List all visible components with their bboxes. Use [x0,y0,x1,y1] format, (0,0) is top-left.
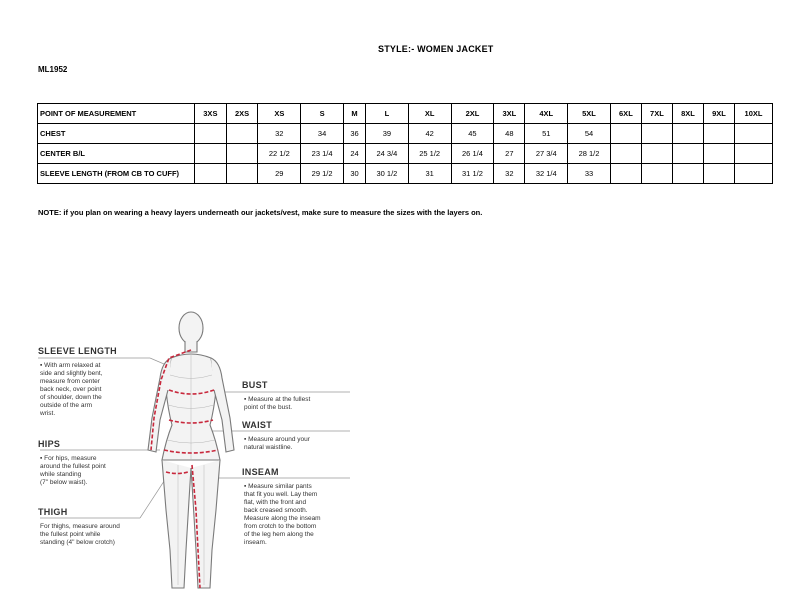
table-cell: 42 [408,124,451,144]
measurement-guide [30,300,380,600]
column-header: 2XL [451,104,494,124]
inseam-description: ▪ Measure similar pants that fit you well. Lay them flat, with the front and back creased smooth. Measure along the inseam from crotch to the bottom of the leg hem along the inseam. [244,483,321,546]
thigh-description: For thighs, measure around the fullest point while standing (4" below crotch) [40,523,120,546]
column-header: XS [258,104,301,124]
column-header: 3XS [195,104,227,124]
column-header: 5XL [568,104,611,124]
size-chart-table [37,103,773,184]
bust-heading: BUST [242,380,268,390]
table-row-chest [38,124,773,144]
bust-description: ▪ Measure at the fullest point of the bust. [244,396,311,411]
column-header: 9XL [703,104,734,124]
table-cell: SLEEVE LENGTH (FROM CB TO CUFF) [38,164,195,184]
table-cell: 31 1/2 [451,164,494,184]
table-cell [195,144,227,164]
column-header: XL [408,104,451,124]
table-cell: 32 [258,124,301,144]
table-cell [195,164,227,184]
thigh-label [38,507,120,547]
table-cell [735,124,773,144]
column-header: S [301,104,344,124]
waist-label [242,420,310,452]
column-header: 3XL [494,104,525,124]
table-header-row [38,104,773,124]
column-header: 8XL [672,104,703,124]
layering-note: NOTE: if you plan on wearing a heavy layers underneath our jackets/vest, make sure to measure the sizes with the layers on. [38,208,483,217]
table-row-sleeve-length [38,164,773,184]
inseam-label [242,467,321,547]
column-header: 4XL [525,104,568,124]
table-row-center-bl [38,144,773,164]
sleeve-length-description: ▪ With arm relaxed at side and slightly bent, measure from center back neck, over point of shoulder, down the outside of the arm wrist. [40,362,103,417]
table-cell: 32 1/4 [525,164,568,184]
waist-heading: WAIST [242,420,272,430]
table-cell: 33 [568,164,611,184]
table-cell: 48 [494,124,525,144]
table-cell: 39 [366,124,409,144]
table-cell: 31 [408,164,451,184]
hips-heading: HIPS [38,439,61,449]
hips-description: ▪ For hips, measure around the fullest point while standing (7" below waist). [40,455,106,486]
hips-label [38,439,106,487]
sleeve-length-heading: SLEEVE LENGTH [38,346,117,356]
table-cell [703,124,734,144]
table-cell [703,144,734,164]
table-cell [610,164,641,184]
table-cell [610,124,641,144]
table-cell: 54 [568,124,611,144]
table-cell: 51 [525,124,568,144]
sleeve-length-label [38,346,117,418]
style-code: ML1952 [38,65,68,74]
table-cell: 22 1/2 [258,144,301,164]
column-header: 10XL [735,104,773,124]
table-cell [226,124,258,144]
column-header: POINT OF MEASUREMENT [38,104,195,124]
table-cell [735,144,773,164]
table-cell: 27 [494,144,525,164]
table-cell [735,164,773,184]
column-header: 6XL [610,104,641,124]
table-cell [641,144,672,164]
table-cell: 34 [301,124,344,144]
table-cell: 36 [343,124,365,144]
table-cell: 23 1/4 [301,144,344,164]
waist-description: ▪ Measure around your natural waistline. [244,436,310,451]
table-cell [672,164,703,184]
table-cell: CENTER B/L [38,144,195,164]
table-cell: 26 1/4 [451,144,494,164]
column-header: M [343,104,365,124]
bust-label [242,380,310,412]
table-cell [610,144,641,164]
table-cell: 24 [343,144,365,164]
style-title: STYLE:- WOMEN JACKET [378,44,494,54]
table-cell: 29 1/2 [301,164,344,184]
table-cell: 27 3/4 [525,144,568,164]
table-cell: 45 [451,124,494,144]
table-cell: 29 [258,164,301,184]
table-cell [226,164,258,184]
column-header: 2XS [226,104,258,124]
column-header: 7XL [641,104,672,124]
table-cell [195,124,227,144]
thigh-heading: THIGH [38,507,68,517]
table-cell [672,124,703,144]
inseam-heading: INSEAM [242,467,279,477]
table-cell: 28 1/2 [568,144,611,164]
table-cell: 30 [343,164,365,184]
column-header: L [366,104,409,124]
table-cell: CHEST [38,124,195,144]
table-cell: 24 3/4 [366,144,409,164]
table-cell [672,144,703,164]
table-cell [226,144,258,164]
table-cell: 30 1/2 [366,164,409,184]
table-cell: 32 [494,164,525,184]
table-cell [703,164,734,184]
table-cell [641,164,672,184]
table-cell [641,124,672,144]
table-cell: 25 1/2 [408,144,451,164]
